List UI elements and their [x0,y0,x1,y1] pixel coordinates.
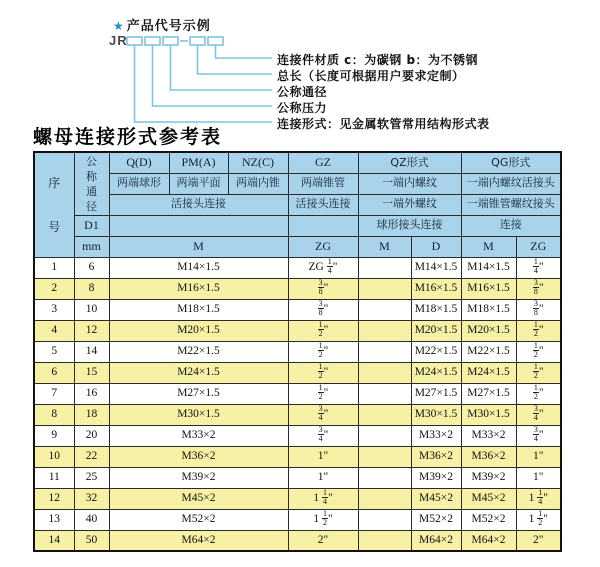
cell-qg-m: M64×2 [461,530,516,551]
cell-seq: 8 [34,404,74,425]
cell-gz-zg: ZG $\frac{1}{4}$ " [288,257,358,278]
cell-qz-m [358,341,411,362]
cell-dn-mm: 8 [74,278,109,299]
cell-qz-m [358,257,411,278]
header-qpmnz-blank [109,215,288,236]
cell-qz-d: M24×1.5 [411,362,461,383]
cell-qpmnz-m: M33×2 [109,425,288,446]
cell-qz-m [358,383,411,404]
header-mm: mm [74,236,109,257]
cell-qg-zg: 1" [516,446,561,467]
cell-qz-d: M16×1.5 [411,278,461,299]
header-qg-conn: 连接 [461,215,561,236]
header-qz-desc1: 一端内螺纹 [358,173,461,194]
cell-qg-m: M14×1.5 [461,257,516,278]
cell-qpmnz-m: M24×1.5 [109,362,288,383]
cell-qpmnz-m: M14×1.5 [109,257,288,278]
cell-qz-d: M22×1.5 [411,341,461,362]
header-seq: 序号 [34,152,74,257]
header-nz-desc: 两端内锥 [228,173,288,194]
cell-seq: 10 [34,446,74,467]
cell-qz-m [358,488,411,509]
cell-qz-m [358,509,411,530]
cell-dn-mm: 40 [74,509,109,530]
cell-seq: 13 [34,509,74,530]
header-qpmnz-thread: M [109,236,288,257]
cell-qz-m [358,278,411,299]
cell-qz-m [358,530,411,551]
cell-qg-m: M30×1.5 [461,404,516,425]
table-row [34,341,561,362]
cell-qg-zg: 1 $\frac{1}{2}$ " [516,509,561,530]
cell-qg-zg: $\frac{1}{4}$ " [516,257,561,278]
cell-qz-d: M18×1.5 [411,299,461,320]
table-row [34,488,561,509]
cell-qz-m [358,404,411,425]
connector-line [135,45,273,122]
star-icon: ★ [113,19,125,33]
cell-gz-zg: $\frac{3}{8}$ " [288,278,358,299]
cell-qg-zg: $\frac{1}{2}$ " [516,341,561,362]
cell-gz-zg: $\frac{1}{2}$ " [288,320,358,341]
cell-dn-mm: 18 [74,404,109,425]
header-q: Q(D) [109,152,169,173]
cell-qg-zg: $\frac{1}{2}$ " [516,383,561,404]
cell-qz-d: M36×2 [411,446,461,467]
header-qz-d: D [411,236,461,257]
code-box [208,37,223,45]
header-qg-desc1: 一端内螺纹活接头 [461,173,561,194]
cell-qg-zg: 1 $\frac{1}{4}$ " [516,488,561,509]
cell-qz-d: M39×2 [411,467,461,488]
cell-seq: 11 [34,467,74,488]
cell-qz-d: M20×1.5 [411,320,461,341]
cell-gz-zg: $\frac{3}{4}$ " [288,404,358,425]
cell-qpmnz-m: M20×1.5 [109,320,288,341]
cell-gz-zg: 2" [288,530,358,551]
header-gz-conn: 活接头连接 [288,194,358,215]
cell-qz-d: M14×1.5 [411,257,461,278]
cell-dn-mm: 15 [74,362,109,383]
cell-gz-zg: $\frac{3}{4}$ " [288,425,358,446]
header-pm: PM(A) [169,152,228,173]
cell-seq: 4 [34,320,74,341]
diagram-label-material: 连接件材质 c：为碳钢 b：为不锈钢 [277,53,479,67]
header-qz-m: M [358,236,411,257]
code-box [127,37,142,45]
nut-connection-table [33,151,562,552]
cell-dn-mm: 6 [74,257,109,278]
cell-dn-mm: 20 [74,425,109,446]
cell-qz-d: M33×2 [411,425,461,446]
cell-dn-mm: 12 [74,320,109,341]
table-row [34,299,561,320]
cell-qz-d: M52×2 [411,509,461,530]
cell-qpmnz-m: M16×1.5 [109,278,288,299]
cell-qz-d: M45×2 [411,488,461,509]
header-gz-desc: 两端锥管 [288,173,358,194]
connector-line [198,45,273,74]
header-qpmnz-conn: 活接头连接 [109,194,288,215]
cell-qz-d: M27×1.5 [411,383,461,404]
cell-qg-zg: $\frac{3}{8}$ " [516,278,561,299]
cell-qz-d: M30×1.5 [411,404,461,425]
cell-seq: 1 [34,257,74,278]
cell-qg-zg: $\frac{3}{4}$ " [516,425,561,446]
cell-qz-m [358,299,411,320]
table-row [34,446,561,467]
cell-seq: 9 [34,425,74,446]
cell-qpmnz-m: M18×1.5 [109,299,288,320]
diagram-label-diameter: 公称通径 [277,85,328,99]
cell-qpmnz-m: M36×2 [109,446,288,467]
cell-dn-mm: 50 [74,530,109,551]
cell-gz-zg: $\frac{3}{8}$ " [288,299,358,320]
table-row [34,530,561,551]
header-gz-blank [288,215,358,236]
cell-qz-m [358,425,411,446]
cell-seq: 6 [34,362,74,383]
table-row [34,425,561,446]
cell-qg-m: M39×2 [461,467,516,488]
diagram-title [113,15,211,34]
cell-qg-m: M24×1.5 [461,362,516,383]
cell-qg-m: M36×2 [461,446,516,467]
header-pm-desc: 两端平面 [169,173,228,194]
cell-seq: 14 [34,530,74,551]
table-row [34,404,561,425]
cell-seq: 7 [34,383,74,404]
code-box [190,37,205,45]
cell-gz-zg: $\frac{1}{2}$ " [288,362,358,383]
header-dn: 公称通径 [74,152,109,215]
header-qg: QG形式 [461,152,561,173]
diagram-label-length: 总长（长度可根据用户要求定制） [277,69,465,83]
header-qg-desc2: 一端锥管螺纹接头 [461,194,561,215]
table-row [34,362,561,383]
header-qz-desc2: 一端外螺纹 [358,194,461,215]
cell-qpmnz-m: M30×1.5 [109,404,288,425]
cell-seq: 12 [34,488,74,509]
table-body [34,257,561,551]
code-box [163,37,178,45]
cell-gz-zg: $\frac{1}{2}$ " [288,341,358,362]
cell-gz-zg: 1 $\frac{1}{2}$ " [288,509,358,530]
cell-qpmnz-m: M22×1.5 [109,341,288,362]
table-title: 螺母连接形式参考表 [33,126,223,148]
cell-seq: 2 [34,278,74,299]
diagram-label-connection: 连接形式：见金属软管常用结构形式表 [277,117,490,131]
cell-dn-mm: 10 [74,299,109,320]
cell-gz-zg: 1" [288,446,358,467]
cell-qpmnz-m: M64×2 [109,530,288,551]
code-box [145,37,160,45]
connector-line [171,45,273,90]
cell-dn-mm: 22 [74,446,109,467]
cell-dn-mm: 16 [74,383,109,404]
table-row [34,467,561,488]
header-qz-conn: 球形接头连接 [358,215,461,236]
cell-qg-m: M33×2 [461,425,516,446]
cell-qg-zg: $\frac{3}{8}$ " [516,299,561,320]
cell-qg-m: M20×1.5 [461,320,516,341]
cell-qz-m [358,320,411,341]
cell-qg-m: M27×1.5 [461,383,516,404]
header-d1: D1 [74,215,109,236]
cell-qg-zg: $\frac{3}{4}$ " [516,404,561,425]
connector-line [216,45,273,58]
cell-qpmnz-m: M52×2 [109,509,288,530]
cell-dn-mm: 25 [74,467,109,488]
header-qg-zg: ZG [516,236,561,257]
header-gz: GZ [288,152,358,173]
table-row [34,257,561,278]
cell-qg-m: M45×2 [461,488,516,509]
cell-dn-mm: 14 [74,341,109,362]
table-row [34,278,561,299]
cell-seq: 5 [34,341,74,362]
cell-gz-zg: 1" [288,467,358,488]
cell-qg-zg: $\frac{1}{2}$ " [516,320,561,341]
cell-qg-m: M52×2 [461,509,516,530]
cell-qpmnz-m: M45×2 [109,488,288,509]
diagram-label-pressure: 公称压力 [277,101,328,115]
cell-qg-zg: $\frac{1}{2}$ " [516,362,561,383]
cell-qz-m [358,467,411,488]
table-row [34,383,561,404]
table-row [34,320,561,341]
cell-qpmnz-m: M39×2 [109,467,288,488]
cell-qpmnz-m: M27×1.5 [109,383,288,404]
header-q-desc: 两端球形 [109,173,169,194]
cell-qg-zg: 1" [516,467,561,488]
header-gz-thread: ZG [288,236,358,257]
cell-qz-d: M64×2 [411,530,461,551]
header-qg-m: M [461,236,516,257]
cell-seq: 3 [34,299,74,320]
table-header [34,152,561,257]
cell-qg-m: M18×1.5 [461,299,516,320]
cell-gz-zg: 1 $\frac{1}{4}$ " [288,488,358,509]
cell-qz-m [358,362,411,383]
cell-gz-zg: $\frac{1}{2}$ " [288,383,358,404]
cell-qz-m [358,446,411,467]
diagram-title-text: 产品代号示例 [126,19,211,34]
cell-qg-zg: 2" [516,530,561,551]
header-qz: QZ形式 [358,152,461,173]
table-row [34,509,561,530]
header-nz: NZ(C) [228,152,288,173]
cell-qg-m: M22×1.5 [461,341,516,362]
cell-qg-m: M16×1.5 [461,278,516,299]
product-code-prefix: JR [109,33,128,48]
cell-dn-mm: 32 [74,488,109,509]
